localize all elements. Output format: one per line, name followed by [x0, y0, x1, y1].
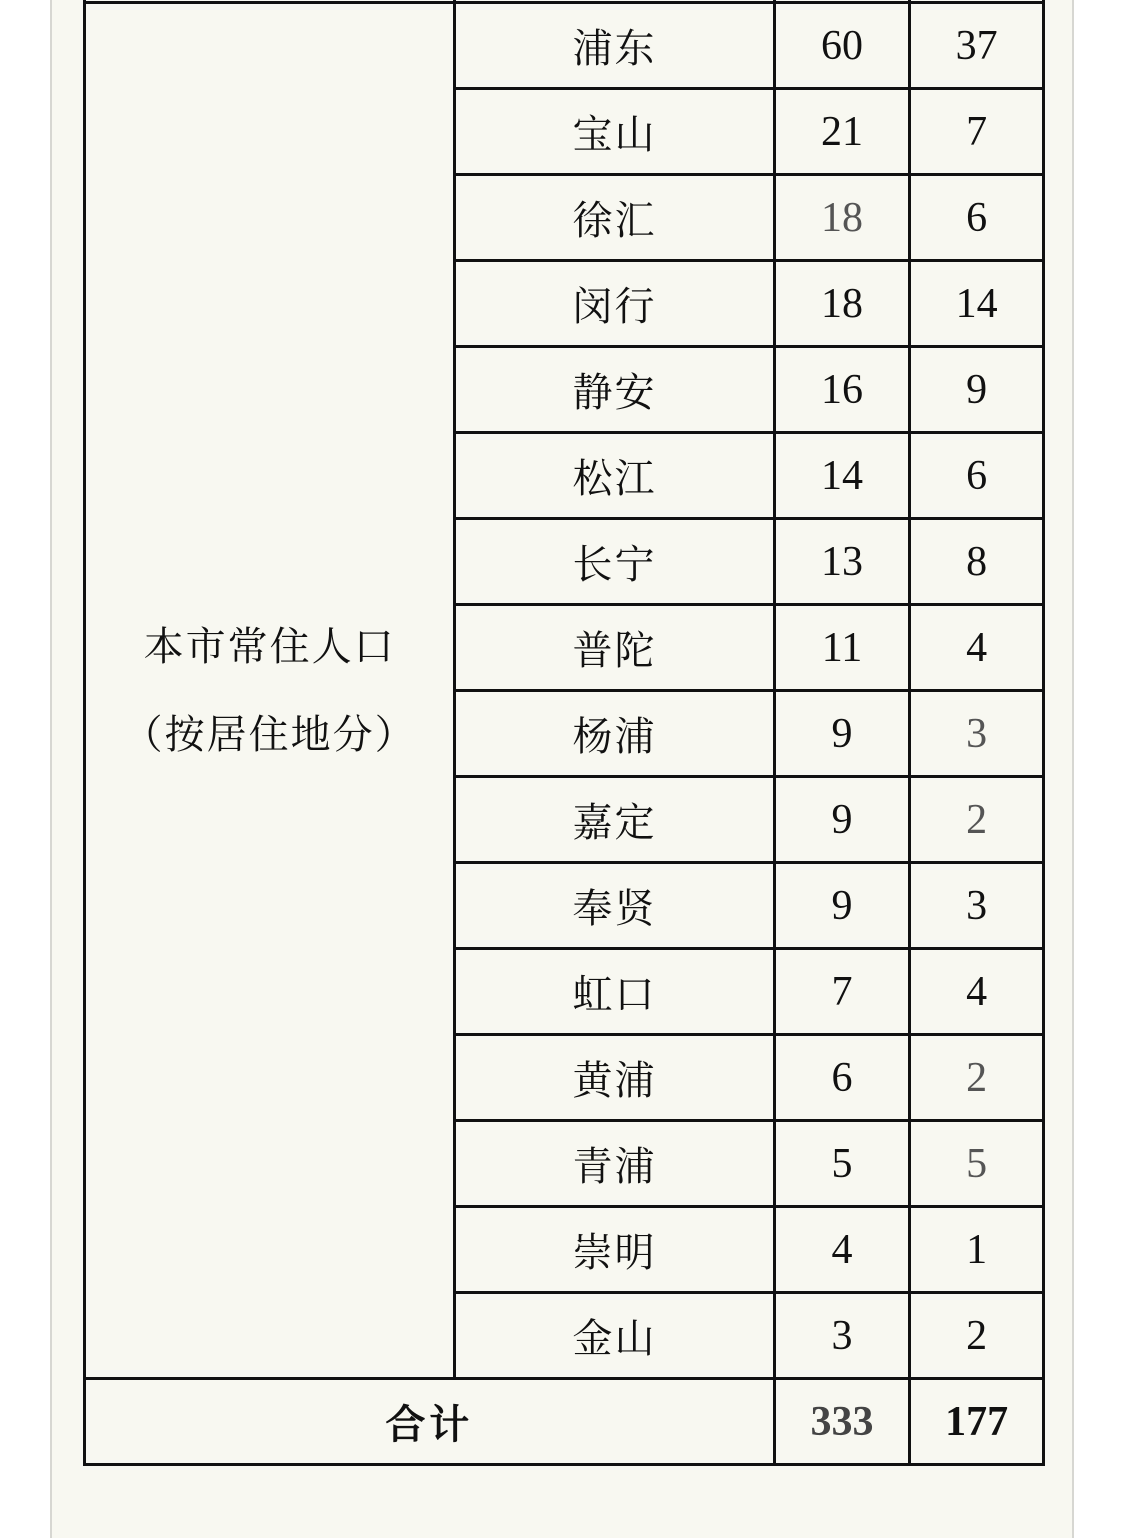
value-b-cell: 2 [910, 1035, 1044, 1121]
value-b-cell: 7 [910, 89, 1044, 175]
value-b-cell: 4 [910, 605, 1044, 691]
district-cell: 宝山 [455, 89, 774, 175]
district-cell: 嘉定 [455, 777, 774, 863]
group-label-line2: （按居住地分） [122, 711, 417, 758]
district-cell: 金山 [455, 1293, 774, 1379]
value-a-cell: 13 [774, 519, 910, 605]
value-b-cell: 6 [910, 175, 1044, 261]
value-b-cell: 8 [910, 519, 1044, 605]
value-a-cell: 14 [774, 433, 910, 519]
value-b-cell: 37 [910, 3, 1044, 89]
value-a-cell: 9 [774, 691, 910, 777]
district-cell: 静安 [455, 347, 774, 433]
value-b-cell: 6 [910, 433, 1044, 519]
district-cell: 浦东 [455, 3, 774, 89]
district-cell: 长宁 [455, 519, 774, 605]
value-a-cell: 21 [774, 89, 910, 175]
total-row [85, 1379, 1044, 1465]
value-a-cell: 7 [774, 949, 910, 1035]
value-b-cell: 4 [910, 949, 1044, 1035]
district-cell: 徐汇 [455, 175, 774, 261]
total-value-a: 333 [774, 1379, 910, 1465]
value-a-cell: 6 [774, 1035, 910, 1121]
group-label-line1: 本市常住人口 [143, 623, 396, 670]
district-cell: 虹口 [455, 949, 774, 1035]
value-b-cell: 3 [910, 863, 1044, 949]
total-value-b: 177 [910, 1379, 1044, 1465]
value-b-cell: 14 [910, 261, 1044, 347]
value-a-cell: 18 [774, 175, 910, 261]
value-a-cell: 16 [774, 347, 910, 433]
value-a-cell: 4 [774, 1207, 910, 1293]
district-stats-table [83, 0, 1045, 1466]
district-cell: 杨浦 [455, 691, 774, 777]
district-cell: 闵行 [455, 261, 774, 347]
district-cell: 黄浦 [455, 1035, 774, 1121]
value-a-cell: 3 [774, 1293, 910, 1379]
district-cell: 崇明 [455, 1207, 774, 1293]
value-a-cell: 9 [774, 863, 910, 949]
document-page [50, 0, 1074, 1538]
value-b-cell: 5 [910, 1121, 1044, 1207]
value-b-cell: 1 [910, 1207, 1044, 1293]
district-cell: 普陀 [455, 605, 774, 691]
value-a-cell: 60 [774, 3, 910, 89]
total-label: 合计 [85, 1379, 775, 1465]
value-b-cell: 9 [910, 347, 1044, 433]
district-cell: 青浦 [455, 1121, 774, 1207]
group-label-cell [85, 3, 455, 1379]
value-a-cell: 9 [774, 777, 910, 863]
value-b-cell: 2 [910, 777, 1044, 863]
district-cell: 奉贤 [455, 863, 774, 949]
value-a-cell: 11 [774, 605, 910, 691]
value-a-cell: 18 [774, 261, 910, 347]
table-row [85, 3, 1044, 89]
value-a-cell: 5 [774, 1121, 910, 1207]
district-cell: 松江 [455, 433, 774, 519]
value-b-cell: 3 [910, 691, 1044, 777]
value-b-cell: 2 [910, 1293, 1044, 1379]
